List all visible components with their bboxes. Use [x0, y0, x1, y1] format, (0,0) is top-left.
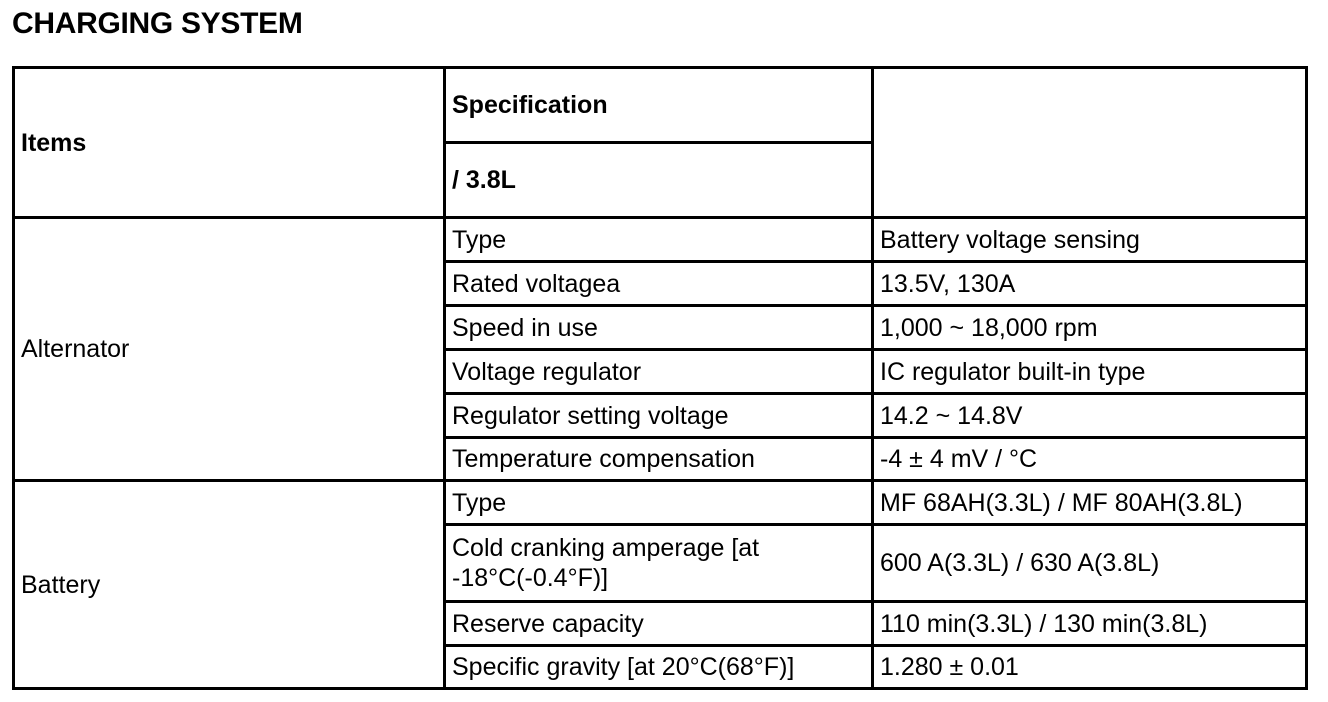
- row-item: Cold cranking amperage [at -18°C(-0.4°F)]: [445, 525, 873, 602]
- row-item: Temperature compensation: [445, 438, 873, 481]
- row-item: Specific gravity [at 20°C(68°F)]: [445, 646, 873, 689]
- header-items: Items: [14, 68, 445, 218]
- header-empty-cell: [873, 68, 1307, 218]
- row-value: 600 A(3.3L) / 630 A(3.8L): [873, 525, 1307, 602]
- header-engine-variant: / 3.8L: [445, 143, 873, 218]
- header-specification: Specification: [445, 68, 873, 143]
- row-item: Type: [445, 218, 873, 262]
- page-title: CHARGING SYSTEM: [12, 7, 303, 40]
- row-value: -4 ± 4 mV / °C: [873, 438, 1307, 481]
- row-value: 13.5V, 130A: [873, 262, 1307, 306]
- row-item: Type: [445, 481, 873, 525]
- charging-system-spec-table: [12, 66, 1308, 690]
- row-value: MF 68AH(3.3L) / MF 80AH(3.8L): [873, 481, 1307, 525]
- row-item: Voltage regulator: [445, 350, 873, 394]
- row-value: 14.2 ~ 14.8V: [873, 394, 1307, 438]
- row-value: 1.280 ± 0.01: [873, 646, 1307, 689]
- table-row: [14, 218, 1307, 262]
- group-label-battery: Battery: [14, 481, 445, 689]
- row-item: Regulator setting voltage: [445, 394, 873, 438]
- row-item: Rated voltagea: [445, 262, 873, 306]
- row-value: 110 min(3.3L) / 130 min(3.8L): [873, 602, 1307, 646]
- table-header-row: [14, 68, 1307, 143]
- row-item: Reserve capacity: [445, 602, 873, 646]
- row-value: Battery voltage sensing: [873, 218, 1307, 262]
- row-value: 1,000 ~ 18,000 rpm: [873, 306, 1307, 350]
- group-label-alternator: Alternator: [14, 218, 445, 481]
- row-item: Speed in use: [445, 306, 873, 350]
- row-value: IC regulator built-in type: [873, 350, 1307, 394]
- table-row: [14, 481, 1307, 525]
